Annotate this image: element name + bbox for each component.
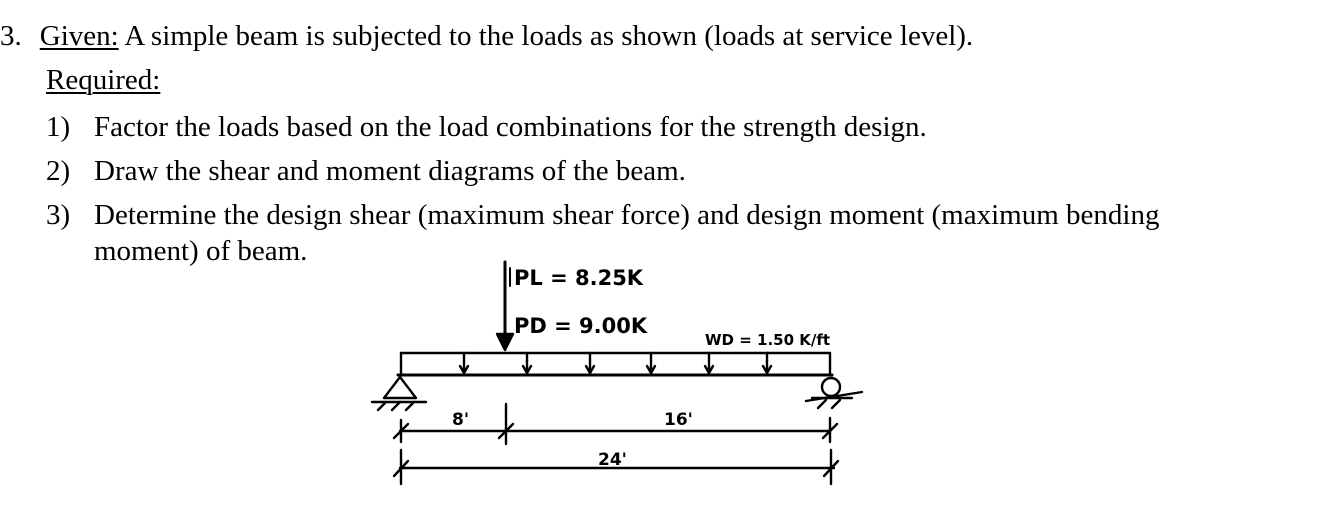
roller-support — [806, 378, 862, 408]
dim-total-label: 24' — [598, 450, 627, 470]
item-text: Factor the loads based on the load combinations for the strength design. — [94, 111, 927, 143]
required-label: Required: — [46, 64, 161, 96]
distributed-load-label: WD = 1.50 K/ft — [705, 331, 831, 349]
item-text: Draw the shear and moment diagrams of the beam. — [94, 155, 686, 187]
item-number: 3) — [46, 199, 71, 231]
item-text: Determine the design shear (maximum shear force) and design moment (maximum bending — [94, 199, 1160, 231]
item-number: 1) — [46, 111, 71, 143]
item-number: 2) — [46, 155, 71, 187]
item-text: moment) of beam. — [94, 235, 308, 267]
given-label: Given: — [39, 20, 119, 52]
dim-right-label: 16' — [664, 410, 693, 430]
live-load-label: PL = 8.25K — [514, 266, 644, 290]
point-load-arrow — [497, 262, 513, 350]
problem-number: 3. — [0, 20, 22, 52]
dim-left-label: 8' — [452, 410, 470, 430]
given-text: A simple beam is subjected to the loads as shown (loads at service level). — [118, 20, 974, 52]
distributed-load-arrows — [401, 353, 830, 373]
dead-load-label: PD = 9.00K — [514, 314, 648, 338]
pin-support — [372, 377, 426, 410]
